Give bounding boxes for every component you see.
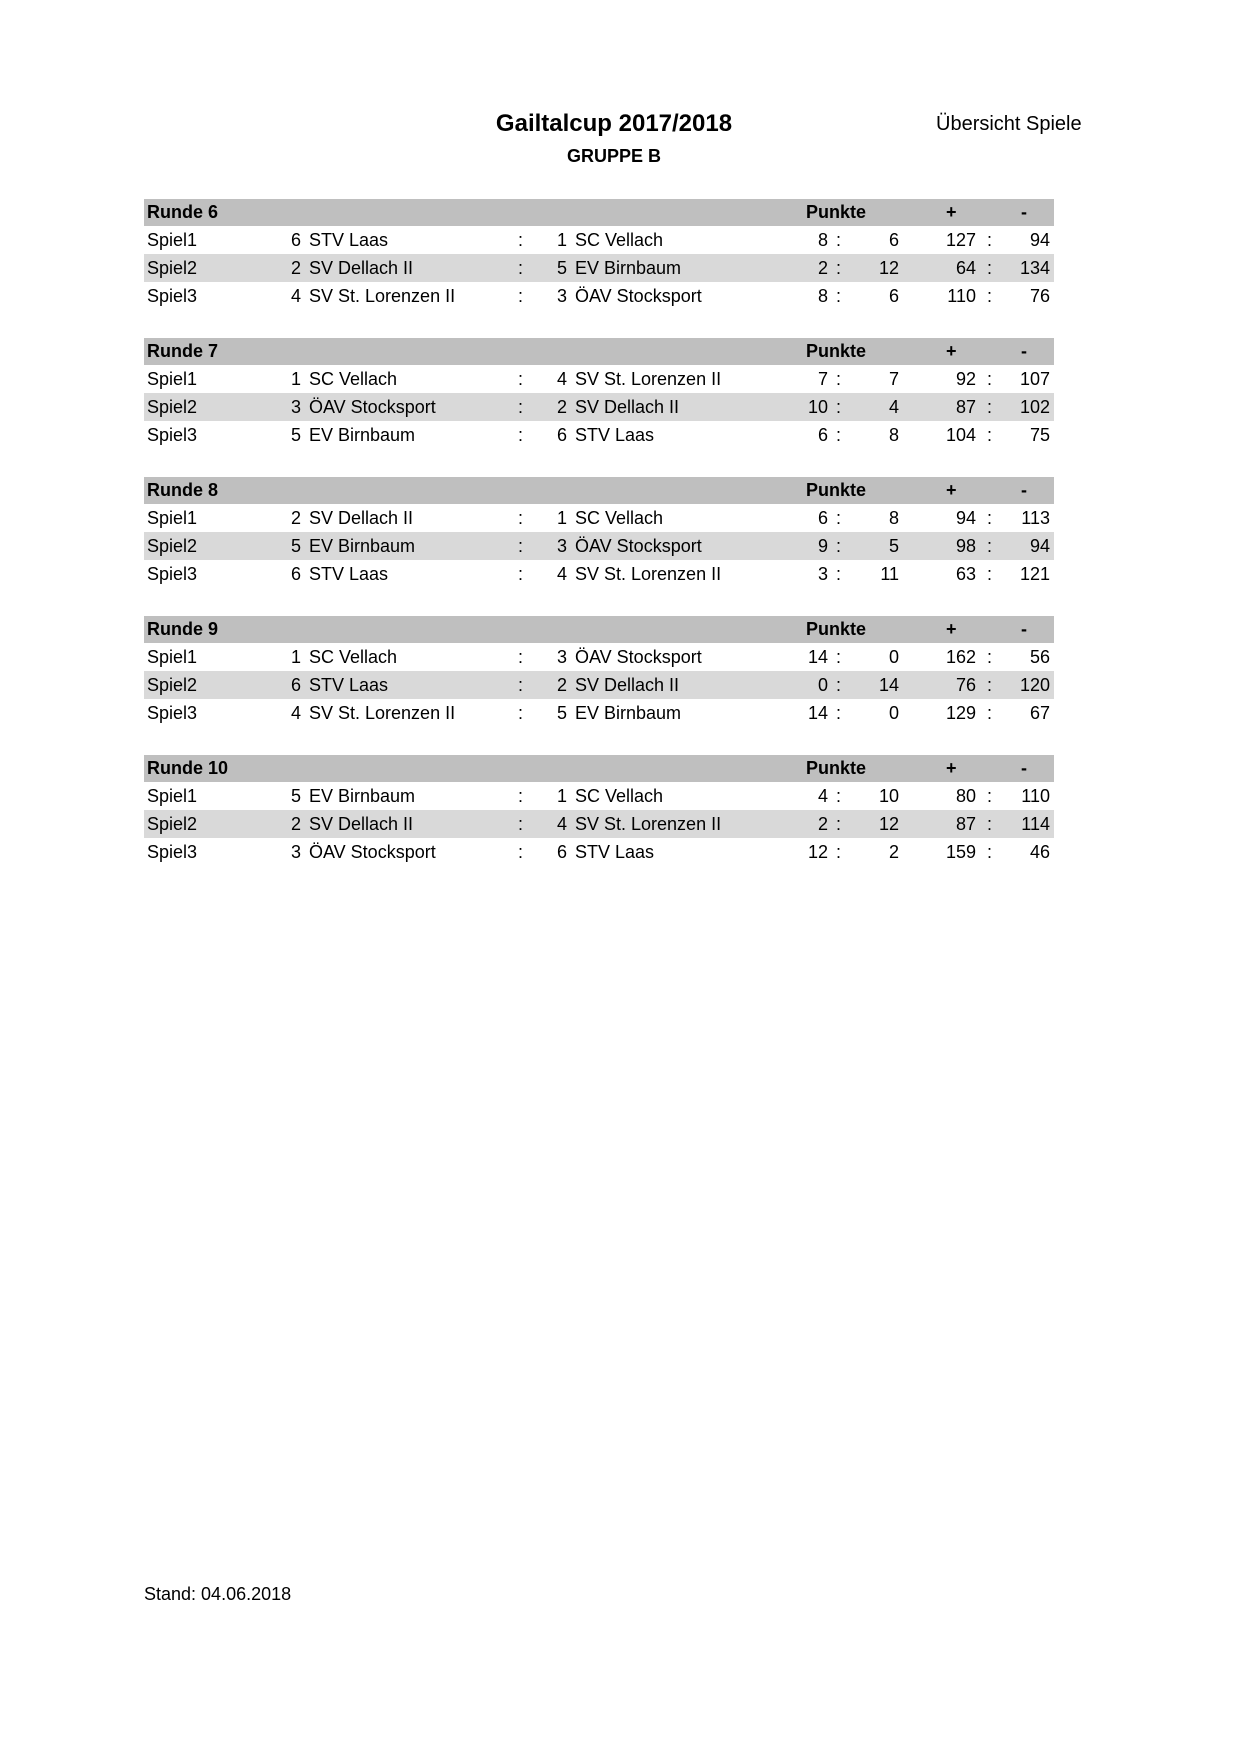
score-plus: 129: [945, 703, 976, 723]
round-block: [144, 338, 1054, 449]
score-plus: 162: [945, 647, 976, 667]
versus-separator: :: [518, 258, 524, 278]
points-separator: :: [836, 258, 842, 278]
versus-separator: :: [518, 397, 524, 417]
away-points: 14: [878, 675, 899, 695]
round-header: [144, 477, 1054, 504]
game-row: [144, 643, 1054, 671]
away-team-number: 5: [557, 258, 568, 278]
home-team-name: ÖAV Stocksport: [309, 397, 436, 417]
score-minus: 134: [1019, 258, 1050, 278]
score-separator: :: [987, 647, 993, 667]
home-points: 0: [817, 675, 828, 695]
score-separator: :: [987, 258, 993, 278]
home-team-number: 4: [291, 286, 302, 306]
game-label: Spiel1: [147, 786, 198, 806]
away-points: 4: [888, 397, 899, 417]
game-row: [144, 393, 1054, 421]
away-team-number: 6: [557, 842, 568, 862]
page-title: Gailtalcup 2017/2018: [495, 110, 733, 137]
away-team-name: SC Vellach: [575, 508, 664, 528]
points-separator: :: [836, 814, 842, 834]
score-minus: 107: [1019, 369, 1050, 389]
home-team-name: EV Birnbaum: [309, 786, 416, 806]
away-team-name: EV Birnbaum: [575, 703, 682, 723]
score-separator: :: [987, 564, 993, 584]
away-points: 6: [888, 230, 899, 250]
away-points: 2: [888, 842, 899, 862]
minus-header: -: [1021, 619, 1027, 639]
score-minus: 114: [1021, 814, 1050, 834]
overview-label: Übersicht Spiele: [936, 113, 1082, 135]
home-team-name: EV Birnbaum: [309, 536, 416, 556]
game-label: Spiel2: [147, 536, 198, 556]
round-header: [144, 755, 1054, 782]
points-separator: :: [836, 369, 842, 389]
home-team-name: SC Vellach: [309, 369, 398, 389]
away-team-number: 5: [557, 703, 568, 723]
score-plus: 127: [945, 230, 976, 250]
home-team-name: STV Laas: [309, 675, 389, 695]
versus-separator: :: [518, 230, 524, 250]
plus-header: +: [946, 202, 957, 222]
versus-separator: :: [518, 564, 524, 584]
away-points: 11: [880, 564, 899, 584]
points-separator: :: [836, 286, 842, 306]
score-minus: 102: [1019, 397, 1050, 417]
points-header: Punkte: [806, 341, 867, 361]
score-plus: 94: [955, 508, 976, 528]
away-team-number: 4: [557, 369, 568, 389]
away-team-number: 6: [557, 425, 568, 445]
plus-header: +: [946, 619, 957, 639]
score-separator: :: [987, 286, 993, 306]
home-team-name: SV Dellach II: [309, 508, 414, 528]
game-row: [144, 365, 1054, 393]
minus-header: -: [1021, 341, 1027, 361]
away-team-name: SC Vellach: [575, 230, 664, 250]
game-label: Spiel2: [147, 258, 198, 278]
away-team-number: 4: [557, 814, 568, 834]
away-points: 7: [888, 369, 899, 389]
game-label: Spiel1: [147, 230, 198, 250]
away-points: 8: [888, 508, 899, 528]
score-separator: :: [987, 508, 993, 528]
versus-separator: :: [518, 286, 524, 306]
score-minus: 94: [1029, 230, 1050, 250]
minus-header: -: [1021, 758, 1027, 778]
game-row: [144, 421, 1054, 449]
away-team-number: 2: [557, 397, 568, 417]
game-label: Spiel3: [147, 564, 198, 584]
points-separator: :: [836, 786, 842, 806]
round-block: [144, 477, 1054, 588]
away-team-name: SV Dellach II: [575, 675, 680, 695]
score-separator: :: [987, 536, 993, 556]
versus-separator: :: [518, 369, 524, 389]
game-row: [144, 254, 1054, 282]
versus-separator: :: [518, 675, 524, 695]
away-team-name: ÖAV Stocksport: [575, 647, 702, 667]
home-team-number: 5: [291, 786, 302, 806]
home-points: 2: [817, 814, 828, 834]
home-team-name: SV St. Lorenzen II: [309, 703, 456, 723]
score-separator: :: [987, 425, 993, 445]
score-separator: :: [987, 369, 993, 389]
round-block: [144, 755, 1054, 866]
round-title: Runde 7: [147, 341, 219, 361]
game-row: [144, 532, 1054, 560]
score-separator: :: [987, 814, 993, 834]
points-separator: :: [836, 647, 842, 667]
home-points: 14: [807, 647, 828, 667]
game-label: Spiel1: [147, 369, 198, 389]
score-plus: 80: [955, 786, 976, 806]
home-team-number: 6: [291, 564, 302, 584]
versus-separator: :: [518, 508, 524, 528]
home-points: 3: [817, 564, 828, 584]
home-team-name: SC Vellach: [309, 647, 398, 667]
home-points: 14: [807, 703, 828, 723]
game-label: Spiel3: [147, 425, 198, 445]
away-points: 10: [878, 786, 899, 806]
game-row: [144, 699, 1054, 727]
away-team-number: 3: [557, 286, 568, 306]
score-plus: 110: [947, 286, 976, 306]
score-plus: 87: [955, 814, 976, 834]
score-separator: :: [987, 675, 993, 695]
points-separator: :: [836, 842, 842, 862]
plus-header: +: [946, 758, 957, 778]
away-team-number: 4: [557, 564, 568, 584]
home-team-name: STV Laas: [309, 230, 389, 250]
rounds-table: [144, 199, 1054, 894]
away-points: 12: [878, 258, 899, 278]
away-team-number: 1: [557, 230, 568, 250]
away-team-number: 3: [557, 536, 568, 556]
game-label: Spiel2: [147, 397, 198, 417]
home-points: 8: [817, 230, 828, 250]
plus-header: +: [946, 341, 957, 361]
home-points: 7: [817, 369, 828, 389]
score-plus: 76: [955, 675, 976, 695]
home-team-number: 4: [291, 703, 302, 723]
group-subtitle: GRUPPE B: [566, 146, 662, 166]
away-team-number: 3: [557, 647, 568, 667]
away-team-name: SC Vellach: [575, 786, 664, 806]
away-team-name: SV St. Lorenzen II: [575, 814, 722, 834]
score-minus: 46: [1029, 842, 1050, 862]
home-team-number: 3: [291, 397, 302, 417]
game-row: [144, 671, 1054, 699]
points-separator: :: [836, 508, 842, 528]
versus-separator: :: [518, 647, 524, 667]
away-team-name: ÖAV Stocksport: [575, 536, 702, 556]
points-header: Punkte: [806, 202, 867, 222]
minus-header: -: [1021, 480, 1027, 500]
home-points: 8: [817, 286, 828, 306]
points-separator: :: [836, 230, 842, 250]
home-team-name: SV St. Lorenzen II: [309, 286, 456, 306]
home-points: 10: [807, 397, 828, 417]
round-block: [144, 616, 1054, 727]
round-title: Runde 8: [147, 480, 219, 500]
score-separator: :: [987, 842, 993, 862]
away-points: 12: [878, 814, 899, 834]
status-date: Stand: 04.06.2018: [144, 1584, 292, 1604]
away-team-number: 2: [557, 675, 568, 695]
game-label: Spiel3: [147, 842, 198, 862]
score-separator: :: [987, 703, 993, 723]
game-label: Spiel1: [147, 508, 198, 528]
home-team-number: 2: [291, 508, 302, 528]
score-plus: 87: [955, 397, 976, 417]
home-team-number: 6: [291, 675, 302, 695]
versus-separator: :: [518, 842, 524, 862]
round-header: [144, 338, 1054, 365]
points-header: Punkte: [806, 619, 867, 639]
score-plus: 98: [955, 536, 976, 556]
home-team-number: 5: [291, 536, 302, 556]
away-team-number: 1: [557, 508, 568, 528]
versus-separator: :: [518, 814, 524, 834]
game-label: Spiel1: [147, 647, 198, 667]
home-team-name: EV Birnbaum: [309, 425, 416, 445]
score-minus: 120: [1019, 675, 1050, 695]
points-header: Punkte: [806, 480, 867, 500]
home-points: 6: [817, 508, 828, 528]
score-separator: :: [987, 397, 993, 417]
away-team-name: STV Laas: [575, 842, 655, 862]
away-team-name: ÖAV Stocksport: [575, 286, 702, 306]
away-points: 0: [888, 647, 899, 667]
away-team-name: STV Laas: [575, 425, 655, 445]
points-header: Punkte: [806, 758, 867, 778]
home-points: 6: [817, 425, 828, 445]
home-team-number: 1: [291, 369, 302, 389]
game-label: Spiel2: [147, 814, 198, 834]
home-team-number: 6: [291, 230, 302, 250]
home-team-name: STV Laas: [309, 564, 389, 584]
round-header: [144, 616, 1054, 643]
home-points: 2: [817, 258, 828, 278]
score-minus: 75: [1029, 425, 1050, 445]
score-separator: :: [987, 786, 993, 806]
round-title: Runde 10: [147, 758, 229, 778]
home-points: 12: [807, 842, 828, 862]
round-title: Runde 9: [147, 619, 219, 639]
score-separator: :: [987, 230, 993, 250]
score-minus: 110: [1021, 786, 1050, 806]
game-row: [144, 226, 1054, 254]
score-plus: 63: [955, 564, 976, 584]
home-points: 9: [817, 536, 828, 556]
versus-separator: :: [518, 703, 524, 723]
versus-separator: :: [518, 536, 524, 556]
points-separator: :: [836, 397, 842, 417]
points-separator: :: [836, 564, 842, 584]
score-minus: 121: [1019, 564, 1050, 584]
away-points: 8: [888, 425, 899, 445]
points-separator: :: [836, 536, 842, 556]
game-label: Spiel3: [147, 286, 198, 306]
score-plus: 159: [945, 842, 976, 862]
game-row: [144, 560, 1054, 588]
round-header: [144, 199, 1054, 226]
game-row: [144, 282, 1054, 310]
home-team-number: 3: [291, 842, 302, 862]
away-team-name: SV St. Lorenzen II: [575, 369, 722, 389]
round-title: Runde 6: [147, 202, 219, 222]
away-team-number: 1: [557, 786, 568, 806]
score-plus: 64: [955, 258, 976, 278]
away-points: 5: [888, 536, 899, 556]
versus-separator: :: [518, 425, 524, 445]
home-team-number: 1: [291, 647, 302, 667]
away-team-name: SV St. Lorenzen II: [575, 564, 722, 584]
versus-separator: :: [518, 786, 524, 806]
score-minus: 56: [1029, 647, 1050, 667]
away-team-name: SV Dellach II: [575, 397, 680, 417]
home-team-name: ÖAV Stocksport: [309, 842, 436, 862]
away-points: 0: [888, 703, 899, 723]
points-separator: :: [836, 425, 842, 445]
game-row: [144, 782, 1054, 810]
home-team-number: 5: [291, 425, 302, 445]
minus-header: -: [1021, 202, 1027, 222]
score-minus: 76: [1029, 286, 1050, 306]
score-plus: 92: [955, 369, 976, 389]
game-row: [144, 504, 1054, 532]
points-separator: :: [836, 675, 842, 695]
home-team-name: SV Dellach II: [309, 814, 414, 834]
score-minus: 67: [1029, 703, 1050, 723]
score-plus: 104: [945, 425, 976, 445]
points-separator: :: [836, 703, 842, 723]
home-team-number: 2: [291, 258, 302, 278]
game-row: [144, 838, 1054, 866]
away-points: 6: [888, 286, 899, 306]
game-label: Spiel2: [147, 675, 198, 695]
game-label: Spiel3: [147, 703, 198, 723]
home-points: 4: [817, 786, 828, 806]
round-block: [144, 199, 1054, 310]
home-team-name: SV Dellach II: [309, 258, 414, 278]
score-minus: 94: [1029, 536, 1050, 556]
score-minus: 113: [1021, 508, 1050, 528]
away-team-name: EV Birnbaum: [575, 258, 682, 278]
plus-header: +: [946, 480, 957, 500]
home-team-number: 2: [291, 814, 302, 834]
game-row: [144, 810, 1054, 838]
